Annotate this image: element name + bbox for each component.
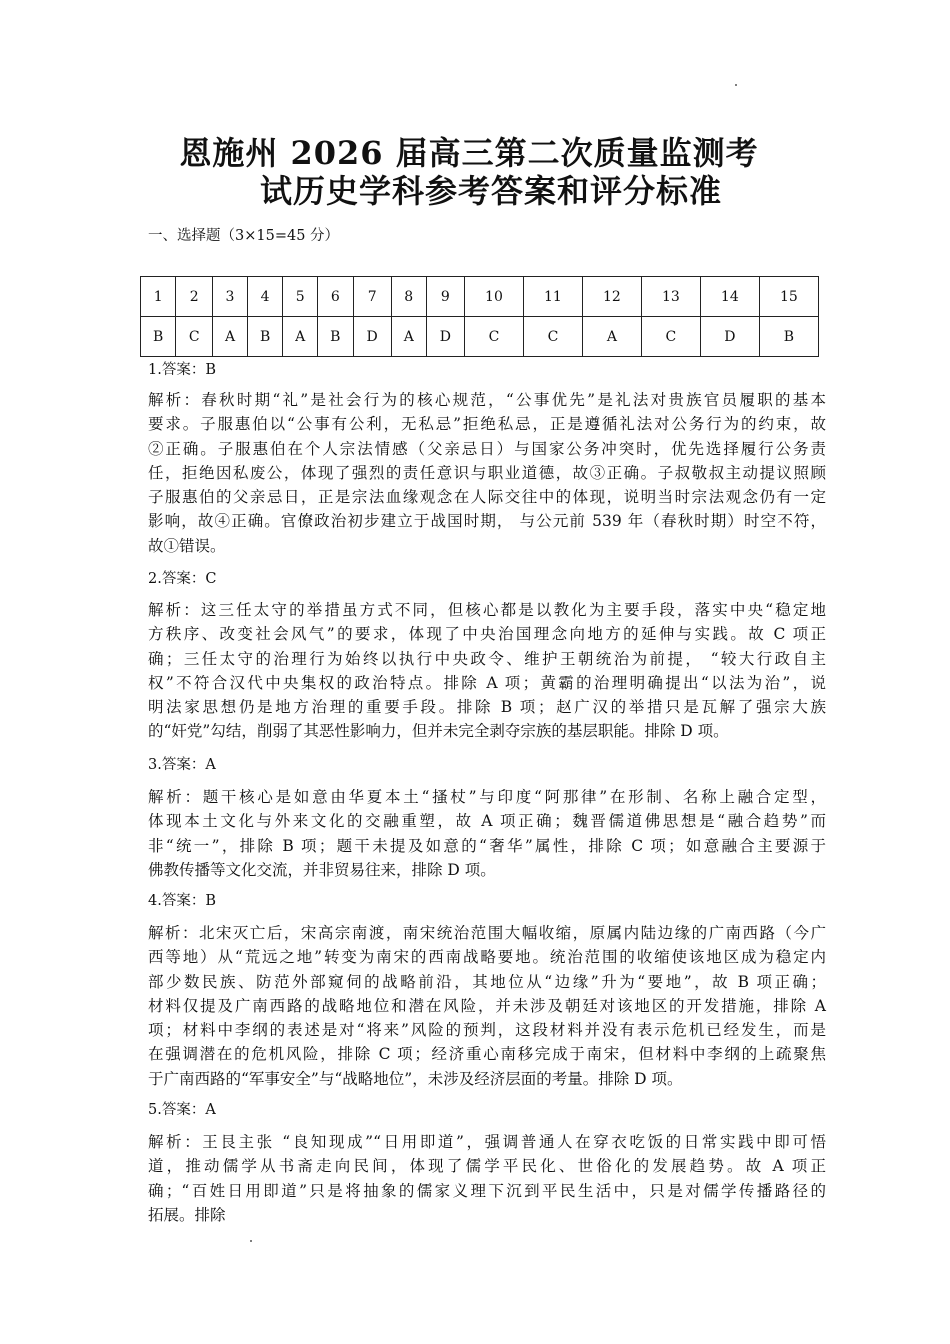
explanation-line: 故①错误。 <box>148 536 226 555</box>
scan-dot <box>735 84 737 86</box>
answer-cell: C <box>523 317 582 357</box>
explanation-line: 解析：王艮主张 “良知现成”“日用即道”，强调普通人在穿衣吃饭的日常实践中即可悟 <box>148 1133 826 1151</box>
explanation-line: 要求。子服惠伯以“公事有公利，无私忌”拒绝私忌，正是遵循礼法对公务行为的约束，故 <box>148 415 826 434</box>
question-number-cell: 6 <box>318 277 353 317</box>
explanation-line: 方秩序、改变社会风气”的要求，体现了中央治国理念向地方的延伸与实践。故 C 项正 <box>148 625 826 644</box>
answer-cell: B <box>247 317 282 357</box>
question-number-row <box>141 277 819 317</box>
answer-cell: B <box>759 317 818 357</box>
explanation-line: 子服惠伯的父亲忌日，正是宗法血缘观念在人际交往中的体现，说明当时宗法观念仍有一定 <box>148 488 826 507</box>
answer-label: 4.答案：B <box>148 893 216 909</box>
question-number-cell: 11 <box>523 277 582 317</box>
explanation-line: 在强调潜在的危机风险，排除 C 项；经济重心南移完成于南宋，但材料中李纲的上疏聚焦 <box>148 1045 826 1064</box>
explanation-paragraph <box>148 598 826 744</box>
answer-row <box>141 317 819 357</box>
explanation-paragraph <box>148 921 826 1091</box>
explanation-line: ②正确。子服惠伯在个人宗法情感（父亲忌日）与国家公务冲突时，优先选择履行公务责 <box>148 439 826 458</box>
explanation-line: 于广南西路的“军事安全”与“战略地位”，未涉及经济层面的考量。排除 D 项。 <box>148 1069 683 1088</box>
answer-label: 1.答案：B <box>148 362 216 378</box>
question-number-cell: 15 <box>759 277 818 317</box>
explanation-line: 权”不符合汉代中央集权的政治特点。排除 A 项；黄霸的治理明确提出“以法为治”，说 <box>148 673 826 692</box>
section-heading: 一、选择题（3×15=45 分） <box>148 228 340 244</box>
question-number-cell: 2 <box>176 277 213 317</box>
question-number-cell: 9 <box>426 277 464 317</box>
explanation-line: 材料仅提及广南西路的战略地位和潜在风险，并未涉及朝廷对该地区的开发措施，排除 A <box>148 996 826 1015</box>
explanation-line: 项；材料中李纲的表述是对“将来”风险的预判，这段材料并没有表示危机已经发生，而是 <box>148 1021 826 1040</box>
explanation-line: 确；三任太守的治理行为始终以执行中央政令、维护王朝统治为前提， “较大行政自主 <box>148 649 826 668</box>
scan-dot <box>250 1240 252 1242</box>
explanation-line: 确；“百姓日用即道”只是将抽象的儒家义理下沉到平民生活中，只是对儒学传播路径的 <box>148 1181 826 1200</box>
explanation-line: 的“奸党”勾结，削弱了其恶性影响力，但并未完全剥夺宗族的基层职能。排除 D 项。 <box>148 722 729 741</box>
question-number-cell: 13 <box>641 277 700 317</box>
answer-cell: A <box>213 317 248 357</box>
explanation-line: 解析：这三任太守的举措虽方式不同，但核心都是以教化为主要手段，落实中央“稳定地 <box>148 601 826 619</box>
explanation-paragraph <box>148 785 826 882</box>
explanation-line: 佛教传播等文化交流，并非贸易往来，排除 D 项。 <box>148 860 496 879</box>
question-number-cell: 1 <box>141 277 176 317</box>
explanation-line: 部少数民族、防范外部窥伺的战略前沿，其地位从“边缘”升为“要地”，故 B 项正确； <box>148 972 826 991</box>
answer-table <box>140 276 819 357</box>
question-number-cell: 5 <box>283 277 318 317</box>
title-line-2: 试历史学科参考答案和评分标准 <box>259 172 722 210</box>
answer-cell: D <box>700 317 759 357</box>
answer-cell: B <box>318 317 353 357</box>
question-number-cell: 10 <box>464 277 523 317</box>
explanation-line: 西等地）从“荒远之地”转变为南宋的西南战略要地。统治范围的收缩使该地区成为稳定内 <box>148 948 826 967</box>
question-number-cell: 12 <box>582 277 641 317</box>
explanation-line: 明法家思想仍是地方治理的重要手段。排除 B 项；赵广汉的举措只是瓦解了强宗大族 <box>148 698 826 717</box>
explanation-line: 任，拒绝因私废公，体现了强烈的责任意识与职业道德，故③正确。子叔敬叔主动提议照顾 <box>148 463 826 482</box>
explanation-paragraph <box>148 1130 826 1227</box>
answer-label: 2.答案：C <box>148 571 217 587</box>
explanation-line: 解析：北宋灭亡后，宋高宗南渡，南宋统治范围大幅收缩，原属内陆边缘的广南西路（今广 <box>148 924 826 942</box>
question-number-cell: 8 <box>391 277 426 317</box>
explanation-paragraph <box>148 388 826 558</box>
answer-label: 5.答案：A <box>148 1102 216 1118</box>
answer-cell: A <box>283 317 318 357</box>
question-number-cell: 4 <box>247 277 282 317</box>
answer-cell: B <box>141 317 176 357</box>
explanation-line: 影响，故④正确。官僚政治初步建立于战国时期， 与公元前 539 年（春秋时期）时空不符， <box>148 512 826 531</box>
explanation-line: 解析：题干核心是如意由华夏本土“搔杖”与印度“阿那律”在形制、名称上融合定型， <box>148 788 826 806</box>
answer-cell: D <box>353 317 391 357</box>
question-number-cell: 14 <box>700 277 759 317</box>
explanation-line: 拓展。排除 <box>148 1205 226 1224</box>
answer-cell: A <box>391 317 426 357</box>
answer-cell: D <box>426 317 464 357</box>
explanation-line: 解析：春秋时期“礼”是社会行为的核心规范，“公事优先”是礼法对贵族官员履职的基本 <box>148 391 826 409</box>
answer-cell: A <box>582 317 641 357</box>
explanation-line: 道，推动儒学从书斋走向民间，体现了儒学平民化、世俗化的发展趋势。故 A 项正 <box>148 1157 826 1176</box>
answer-label: 3.答案：A <box>148 757 216 773</box>
question-number-cell: 7 <box>353 277 391 317</box>
explanation-line: 非“统一”，排除 B 项；题干未提及如意的“奢华”属性，排除 C 项；如意融合主要源于 <box>148 836 826 855</box>
explanation-line: 体现本土文化与外来文化的交融重塑，故 A 项正确；魏晋儒道佛思想是“融合趋势”而 <box>148 812 826 831</box>
answer-cell: C <box>176 317 213 357</box>
title-line-1: 恩施州 2026 届高三第二次质量监测考 <box>179 134 759 172</box>
question-number-cell: 3 <box>213 277 248 317</box>
answer-cell: C <box>641 317 700 357</box>
answer-cell: C <box>464 317 523 357</box>
